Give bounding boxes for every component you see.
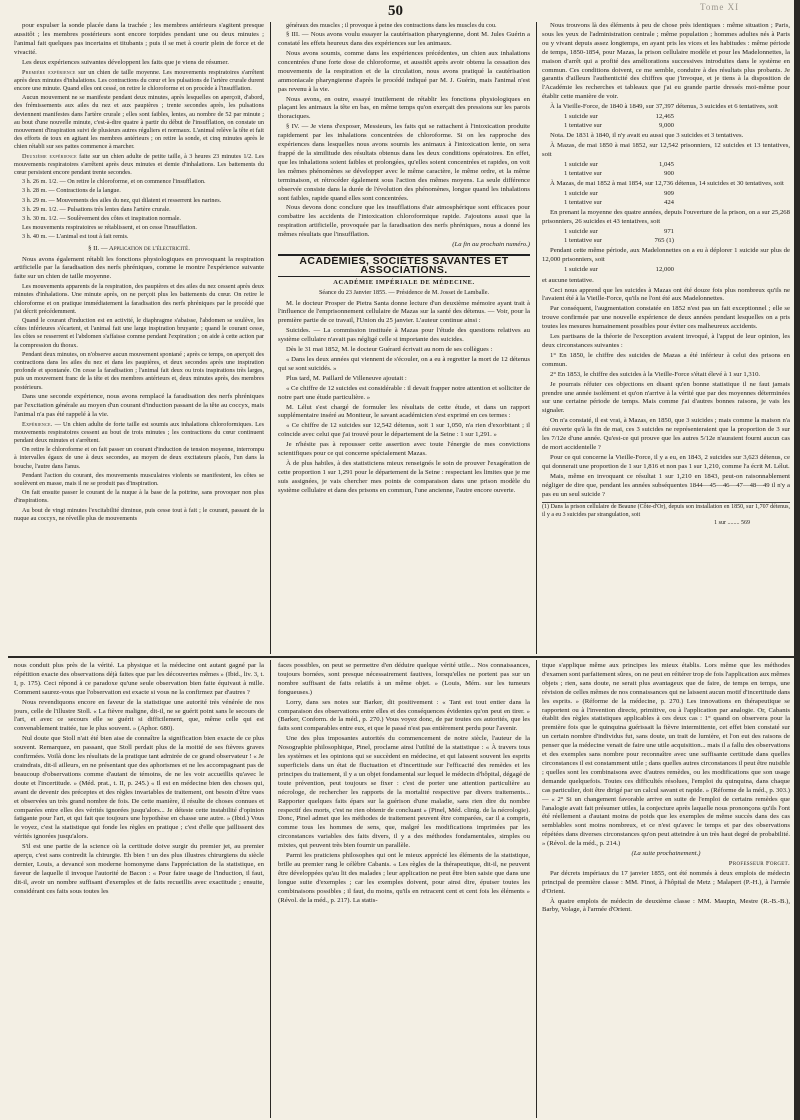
stats-value: 12,465 <box>655 113 674 121</box>
stats-label: 1 suicide sur <box>564 266 598 274</box>
section-heading: § II. — Application de l'électricité. <box>88 244 190 252</box>
paragraph: Les partisans de la théorie de l'exception avaient invoqué, à l'appui de leur opinion, les deux circonstances suivantes : <box>542 333 790 349</box>
paragraph: À Mazas, de mai 1850 à mai 1852, sur 12,542 prisonniers, 12 suicides et 13 tentatives, soit <box>542 142 790 159</box>
stats-row <box>564 170 674 179</box>
paragraph: Suicides. — La commission instituée à Mazas pour l'étude des questions relatives au système cellulaire n'avait pas négligé celle si importante des suicides. <box>278 327 530 344</box>
paragraph: Pour ce qui concerne la Vieille-Force, il y a eu, en 1843, 2 suicides sur 3,623 détenus, ce qui donnerait une proportion de 1 sur 1,816 et non pas 1 sur 1,210, comme l'a écrit M. Lélut. <box>542 453 790 470</box>
stats-label: 1 suicide sur <box>564 113 598 121</box>
paragraph: Ceci nous apprend que les suicides à Mazas ont été douze fois plus nombreux qu'ils ne l'avaient été à la Vieille-Force, qu'ils ne l'ont été aux Madelonnettes. <box>542 286 790 303</box>
stats-table <box>564 266 674 275</box>
paragraph: Les deux expériences suivantes développent les faits que je viens de résumer. <box>22 58 229 66</box>
stats-row <box>564 190 674 199</box>
experiment-heading: Deuxième expérience <box>22 152 77 160</box>
paragraph: Nous avons soumis, comme dans les expériences précédentes, un chien aux inhalations concentrées d'une forte dose de chloroforme, et aussitôt après avoir obtenu la cessation des mouvements de la respiration et de la circulation, nous avons pratiqué la cautérisation ammoniacale pharyngienne d'après le procédé indiqué par M. J. Guérin, mais l'animal n'est pas revenu à la vie. <box>278 50 530 93</box>
log-entry: 3 h. 26 m. 1/2. — On retire le chloroforme, et on commence l'insufflation. <box>22 178 206 186</box>
stats-row <box>564 122 674 131</box>
paragraph: Dans une seconde expérience, nous avons remplacé la faradisation des nerfs phréniques par l'excitation générale au moyen d'un courant d'induction passant de la tête au coccyx, mais l'animal n'a pas été rappelé à la vie. <box>14 392 264 418</box>
stats-label: 1 tentative sur <box>564 169 602 177</box>
paragraph: § III. — Nous avons voulu essayer la cautérisation pharyngienne, dont M. Jules Guérin a constaté les effets heureux dans des expériences sur les animaux. <box>278 31 530 48</box>
paragraph: Au bout de vingt minutes l'excitabilité diminue, puis cesse tout à fait ; le courant, passant de la nuque au coccyx, ne réveille plus de mouvements <box>14 506 264 522</box>
column-rule <box>270 22 271 654</box>
column-2 <box>278 22 530 654</box>
column-3 <box>542 22 790 654</box>
paragraph: Nous trouvons là des éléments à peu de chose près identiques : même situation ; Paris, sous les yeux de l'administration centrale ; même population ; hommes adultes nés à Paris ou y vivant depuis assez longtemps, en ayant pris les vices et les habitudes : même période de temps, 1850-1854, pour Mazas, la prison cellulaire modèle et pour les Madelonnettes, la maison d'arrêt qui a profité des améliorations successives introduites dans le système en commun. Ces conditions doivent, ce me semble, conduire à des résultats plus probants. Je garantis d'ailleurs l'authenticité des chiffres que j'invoque, et je tiens à la disposition de l'Académie les recherches et tableaux que j'ai eu grande partie dressés moi-même pour établir cette manière de voir. <box>542 22 790 101</box>
paragraph: On retire le chloroforme et on fait passer un courant d'induction de tension moyenne, interrompu à intervalles égaux de une à deux secondes, au moyen de deux excitateurs placés, l'un dans la bouche, l'autre dans l'anus. <box>14 446 264 470</box>
paragraph: À Mazas, de mai 1852 à mai 1854, sur 12,736 détenus, 14 suicides et 30 tentatives, soit <box>550 180 784 188</box>
paragraph: Mais, même en invoquant ce résultat 1 sur 1,210 en 1843, peut-on raisonnablement négliger de dire que, pendant les années subséquentes 1844—45—46—47—48—49 il n'y a pas eu un seul suicide ? <box>542 472 790 498</box>
stats-label: 1 tentative sur <box>564 121 602 129</box>
stats-row <box>564 266 674 275</box>
paragraph: Une des plus imposantes autorités du commencement de notre siècle, l'auteur de la Nosographie philosophique, Pinel, proclame ainsi l'utilité de la statistique : « À travers tous les systèmes et les opinions qui se succèdent en médecine, et qui laissent souvent les esprits superficiels dans un état de fluctuation et d'incertitude sur l'efficacité des remèdes et les principes du traitement, il y a un objet fondamental sur lequel le médecin d'hôpital, dégagé de toute prévention, peut toujours se fixer : c'est de porter une attention particulière au nécrologe, de rechercher les rapports de la mortalité respective par divers traitements... Rapporter quelques faits épars sur la guérison d'une maladie, sans rien dire du nombre respectif des morts, c'est ne rien obtenir de concluant » (Pinel, Méd. clinig. de la nécrologie). Donc, Pinel admet que les méthodes de traitement peuvent être comparées, car il a compris, comme tous les hommes de sens, que, malgré les modifications imprimées par les circonstances variables des faits divers, il y a des méthodes fondamentales, simples ou mixtes, qui peuvent très bien fournir un parallèle. <box>278 735 530 850</box>
paragraph: faces possibles, on peut se permettre d'en déduire quelque vérité utile... Nos connaissances, toujours bornées, sont presque nécessairement fautives, lorsqu'elles ne portent pas sur un nombre suffisant de faits relatifs à un même objet. » (Louis, Mém. sur les tumeurs fongueuses.) <box>278 662 530 696</box>
log-entry: 3 h. 40 m. — L'animal est tout à fait remis. <box>22 233 129 241</box>
continuation-note: (La fin au prochain numéro.) <box>452 241 530 249</box>
author-signature: Professeur Forget. <box>728 859 790 867</box>
paragraph: On n'a constaté, il est vrai, à Mazas, en 1850, que 3 suicides ; mais comme la maison n'a été ouverte qu'à la fin de mai, ces 3 suicides ne représenteraient que la proportion de 3 sur les 7/12e d'une année. Qu'est-ce qui prouve que les autres 5/12e n'auraient fourni aucun cas de mort accidentelle ? <box>542 417 790 451</box>
paragraph: Par décrets impériaux du 17 janvier 1855, ont été nommés à deux emplois de médecin principal de première classe : MM. Finot, à l'hôpital de Metz ; Malapert (P.-H.), à l'armée d'Orient. <box>542 869 790 895</box>
column-rule <box>270 660 271 1118</box>
paragraph: Parmi les praticiens philosophes qui ont le mieux apprécié les éléments de la statistique, brille au premier rang le célèbre Cabanis. « Les règles de la thérapeutique, dit-il, ne peuvent être développées qu'au lit des malades ; leur application ne peut être bien saisie que dans une longue suite d'exemples ; car les exemples doivent, pour ainsi dire, épuiser toutes les combinaisons possibles ; il faut, du moins, qu'ils en retracent cent et cent fois les éléments » (Révol. de la méd., p. 217). La statis- <box>278 852 530 904</box>
column-1 <box>14 22 264 654</box>
paragraph: nous conduit plus près de la vérité. La physique et la médecine ont autant gagné par la répétition exacte des observations déjà faites que par les découvertes mêmes » (Ibid., liv. 3, t. I, p. 175). Ceci répond à ce paradoxe qu'une seule observation bien faite équivaut à mille. Comment saurez-vous que l'observation est exacte si vous ne la confirmez par d'autres ? <box>14 662 264 696</box>
stats-value: 12,000 <box>655 266 674 274</box>
paragraph: Nous avons, en outre, essayé inutilement de rétablir les fonctions physiologiques en plaçant les animaux la tête en bas, en même temps qu'on exerçait des pressions sur les parois thoraciques. <box>278 95 530 121</box>
paragraph: Aucun mouvement ne se manifeste pendant deux minutes, après lesquelles on aperçoit, d'abord, des frémissements aux ailes du nez et aux paupières ; trente secondes après, les pulsations deviennent manifestes dans l'artère crurale ; elles sont faibles, lentes, au nombre de 52 par minute ; au bout d'une nouvelle minute, c'est-à-dire quatre à partir du début de l'insufflation, on constate un mouvement d'inspiration suivi de plusieurs autres réguliers et normaux. L'animal relève la tête et fait des efforts de toux en agitant les membres antérieurs ; on retire la sonde, et cinq minutes après le chien rétabli sur ses pattes commence à marcher. <box>14 94 264 151</box>
paragraph: À de plus habiles, à des statisticiens mieux renseignés le soin de prouver l'exagération de cette proportion 1 sur 1,291 pour le département de la Seine : respectant les limites que je me suis assignées, je vais chercher mes points de comparaison dans une prison modèle du système cellulaire et dans des prisons en commun, l'une ancienne, l'autre encore ouverte. <box>278 459 530 494</box>
stats-value: 909 <box>663 190 674 198</box>
paragraph: 1° En 1850, le chiffre des suicides de Mazas a été inférieur à celui des prisons en commun. <box>542 351 790 368</box>
paragraph: M. le docteur Prosper de Pietra Santa donne lecture d'un deuxième mémoire ayant trait à l'influence de l'emprisonnement cellulaire de Mazas sur la santé des détenus. — Voir, pour la première partie de ce travail, l'Union du 25 janvier. L'auteur continue ainsi : <box>278 299 530 325</box>
section-divider <box>8 656 794 658</box>
paragraph: généraux des muscles ; il provoque à peine des contractions dans les muscles du cou. <box>286 22 497 29</box>
paragraph: pour expulser la sonde placée dans la trachée ; les membres antérieurs s'agitent presque aussitôt ; les membres postérieurs sont encore torpides pendant une ou deux minutes ; l'animal fait quelques pas incertains et titubants ; puis il se met à courir plein de force et de vivacité. <box>14 22 264 56</box>
stats-value: 765 (1) <box>654 236 674 244</box>
footnote <box>542 502 790 527</box>
stats-row <box>564 228 674 237</box>
log-entry: 3 h. 28 m. — Contractions de la langue. <box>22 187 121 195</box>
experiment-paragraph <box>14 69 264 94</box>
column-4 <box>14 662 264 1116</box>
experiment-paragraph <box>14 153 264 178</box>
experiment-heading: Première expérience <box>22 68 76 76</box>
paragraph: M. Lélut s'est chargé de formuler les résultats de cette étude, et dans un rapport supplémentaire inséré au Moniteur, le savant académicien s'est exprimé en ces termes : <box>278 403 530 420</box>
paragraph: Nous devons donc conclure que les insufflations d'air atmosphérique sont efficaces pour combattre les accidents de l'intoxication chloroformique rapide. J'ajoutons aussi que la respiration artificielle, provoquée par la faradisation des nerfs phréniques, nous a donné les mêmes résultats que l'insufflation. <box>278 204 530 239</box>
continuation-note: (La suite prochainement.) <box>631 850 701 858</box>
paragraph: Par conséquent, l'augmentation constatée en 1852 n'est pas un fait exceptionnel ; elle se trouve confirmée par une nouvelle expérience de deux années pendant lesquelles on a pris toutes les mesures humainement possibles pour éviter ces malheureux accidents. <box>542 305 790 331</box>
paragraph: § IV. — Je viens d'exposer, Messieurs, les faits qui se rattachent à l'intoxication produite rapidement par les inhalations concentrées de chloroforme. Si on les rapproche des expériences dans lesquelles nous avons soumis les animaux à l'intoxication lente, on sera frappé de la similitude des résultats obtenus dans les deux conditions opératoires. En effet, que les inhalations soient faibles et prolongées, qu'elles soient concentrées et rapides, on voit les mêmes phénomènes se développer avec le même caractère, le même ordre, et la même terminaison, et rétrocéder également sous l'action des mêmes moyens. La seule différence observée consiste dans la durée de l'évolution des phénomènes, longue quand les inhalations sont faibles, rapide quand elles sont concentrées. <box>278 123 530 202</box>
paragraph: À quatre emplois de médecin de deuxième classe : MM. Maupin, Mestre (R.-B.-B.), Barby, Volage, à l'armée d'Orient. <box>542 897 790 914</box>
experiment-text: sur un chien de taille moyenne. Les mouvements respiratoires s'arrêtent après deux minutes d'inhalations. Les contractions du cœur et les pulsations de l'artère crurale durent encore une minute. Quand elles ont cessé, on retire le chloroforme et on procède à l'insufflation. <box>14 68 264 92</box>
stats-label: 1 suicide sur <box>564 228 598 236</box>
quote: « Ce chiffre de 12 suicides sur 12,542 détenus, soit 1 sur 1,050, n'a rien d'exorbitant ; il coïncide avec celui que j'ai trouvé pour le département de la Seine : 1 sur 1,291. » <box>278 422 530 439</box>
stats-value: 1,045 <box>658 160 674 168</box>
paragraph: En prenant la moyenne des quatre années, depuis l'ouverture de la prison, on a sur 25,268 prisonniers, 26 suicides et 43 tentatives, soit <box>542 209 790 226</box>
experiment-heading: Expérience. <box>22 420 53 428</box>
session-info: Séance du 23 Janvier 1855. — Présidence de M. Josset de Lamballe. <box>318 288 490 296</box>
stats-row <box>564 199 674 208</box>
footnote-text: (1) Dans la prison cellulaire de Beaune (Côte-d'Or), depuis son installation en 1850, sur 1,707 détenus, il y a eu 3 suicides par strangulation, soit <box>542 504 790 519</box>
page-number: 50 <box>388 3 403 19</box>
stats-value: 9,000 <box>658 121 674 129</box>
section-banner: ACADÉMIES, SOCIÉTÉS SAVANTES ET ASSOCIATIONS. <box>278 254 530 277</box>
paragraph: À la Vieille-Force, de 1840 à 1849, sur 37,397 détenus, 3 suicides et 6 tentatives, soit <box>550 103 778 111</box>
stats-table <box>564 190 674 207</box>
log-entry: Les mouvements respiratoires se rétablissent, et on cesse l'insufflation. <box>22 224 197 232</box>
stats-table <box>564 228 674 245</box>
academy-title: ACADÉMIE IMPÉRIALE DE MÉDECINE. <box>333 278 475 286</box>
paragraph: Dès le 31 mai 1852, M. le docteur Guérard écrivait au nom de ses collègues : <box>286 346 493 354</box>
paragraph: Nous revendiquons encore en faveur de la statistique une autorité très vénérée de nos jours, celle de l'illustre Stoll. « La fièvre maligne, dit-il, ne se guérit point sans le secours de l'art, et avec ce secours elle se guérit si difficilement, que, même celle qui est convenablement traitée, tue le plus souvent. » (Aphor. 680). <box>14 698 264 733</box>
stats-label: 1 tentative sur <box>564 198 602 206</box>
column-rule <box>536 660 537 1118</box>
stats-table <box>564 161 674 178</box>
library-stamp: Tome XI <box>700 2 740 12</box>
paragraph: Nota. De 1831 à 1840, il n'y avait eu aussi que 3 suicides et 3 tentatives. <box>550 132 744 140</box>
log-entry: 3 h. 29 m. — Mouvements des ailes du nez, qui dilatent et resserrent les narines. <box>22 196 222 204</box>
paragraph: 2° En 1853, le chiffre des suicides à la Vieille-Force s'était élevé à 1 sur 1,310. <box>550 370 761 378</box>
paragraph: Pendant deux minutes, on n'observe aucun mouvement spontané ; après ce temps, on aperçoit des contractions dans les ailes du nez et dans les paupières, et deux secondes après une inspiration profonde et spontanée. On cesse la faradisation ; l'animal fait deux ou trois inspirations très larges, puis un mouvement franc de la tête et des membres antérieurs et, deux minutes après, des membres postérieurs. <box>14 350 264 391</box>
stats-label: 1 suicide sur <box>564 160 598 168</box>
paragraph: Les mouvements apparents de la respiration, des paupières et des ailes du nez cessent après deux minutes d'inhalations. Une minute après, on ne perçoit plus les battements du cœur. On retire le chloroforme et on pratique immédiatement la faradisation des nerfs phréniques par le procédé que j'ai décrit précédemment. <box>14 283 264 315</box>
stats-value: 424 <box>663 198 674 206</box>
stats-label: 1 suicide sur <box>564 190 598 198</box>
paragraph: Quand le courant d'induction est en activité, le diaphragme s'abaisse, l'abdomen se soulève, les côtes inférieures s'écartent, et l'animal fait une large inspiration bruyante ; quand le courant cesse, les côtes se resserrent et l'abdomen s'affaisse comme pendant l'expiration ; on aide à cette action par la compression du thorax. <box>14 317 264 349</box>
paragraph: Je pourrais réfuter ces objections en disant qu'en bonne statistique il ne faut jamais prendre une année isolément et qu'on n'arrive à la vérité que par des moyennes déterminées sur une certaine période de temps. Mais comme j'ai d'autres bonnes raisons, je vais les signaler. <box>542 380 790 415</box>
stats-row <box>564 161 674 170</box>
paragraph: tique s'applique même aux principes les mieux établis. Lors même que les méthodes d'examen sont parfaitement sûres, on ne peut en réitérer trop de fois l'application aux mêmes objets ; rien, sans doute, ne serait plus avantageux que de faire, de temps en temps, une révision de celles mêmes de nos connaissances qui ne laissent aucun motif d'incertitude dans les esprits. » (Réforme de la médecine, p. 270.) Les innovations en thérapeutique se rapportent ou à l'invention directe, primitive, ou à l'application par analogie. Or, Cabanis établit des règles statistiques applicables à ces deux cas : 1° quand on observera pour la première fois que le quinquina guérissait la fièvre intermittente, cet effet bien constaté sur un certain nombre d'individus fut, sans doute, un trait de lumière, et l'on eut des raisons de penser que la médecine venait de faire une utile acquisition... mais il a fallu des observations et des exemples sans nombre pour reconnaître avec une suffisante certitude dans quelles circonstances il est constamment utile ; dans quelles autres circonstances il peut être nuisible ; quelles sont les combinaisons avec d'autres remèdes, ou les modifications que son usage demande quelquefois. Toutes ces difficultés résolues, l'emploi du quinquina, dans chaque cas particulier, doit être dirigé par un calcul savant et rapide. » (Réforme de la méd., p. 303.) — « 2° Si un changement favorable arrive en suite de l'emploi de certains remèdes que l'analogie avait fait présumer utiles, la conjecture après laquelle nous prononçons qu'ils l'ont été réellement a d'autant moins de poids que les exemples de même succès dans des cas semblables sont moins nombreux, et ce n'est qu'avec le temps et par des observations répétées dans diverses circonstances qu'on peut atteindre à un très haut degré de probabilité. » (Révol. de la méd., p. 214.) <box>542 662 790 848</box>
column-5 <box>278 662 530 1116</box>
column-6 <box>542 662 790 1116</box>
column-rule <box>536 22 537 654</box>
stats-table <box>564 113 674 130</box>
paragraph: Nul doute que Stoll n'ait été bien aise de connaître la signification bien exacte de ce plus souvent. Remarquez, en passant, que Stoll perdait plus de la moitié de ses fièvres graves confirmées. Voilà donc les résultats de la pratique tant admirée de ce grand observateur ! « Je craindrais, dit-il ailleurs, en ne présentant que des aphorismes et ne les accompagnant pas de beaucoup d'observations comme d'autant de témoins, de ne les voir accueillis qu'avec le doute et l'incertitude. » (Méd. prat., t. II, p. 245.) « Il est en médecine bien des choses qui, avant de devenir des préceptes et des règles invariables de traitement, ont besoin d'être vues et observées un très grand nombre de fois. De cette manière, il résulte de choses connues et comparées entre elles des vérités ignorées jusqu'alors... Je déteste cette instabilité d'opinion fatigante pour l'art, et qui fait que toujours une hypothèse en chasse une autre. » (Ibid.) Vous le voyez, c'est la statistique qui fonde les règles en pratique ; c'est d'elle que jaillissent des vérités ignorées jusqu'alors. <box>14 735 264 841</box>
log-entry: 3 h. 29 m. 1/2. — Pulsations très lentes dans l'artère crurale. <box>22 205 171 213</box>
quote: « Dans les deux années qui viennent de s'écouler, on a eu à regretter la mort de 12 détenus qui se sont suicidés. » <box>278 356 530 372</box>
stats-value: 900 <box>663 169 674 177</box>
paragraph: On fait ensuite passer le courant de la nuque à la base de la poitrine, sans provoquer non plus d'inspirations. <box>14 489 264 505</box>
footnote-value: 1 sur ........ 569 <box>714 520 750 526</box>
stats-label: 1 tentative sur <box>564 236 602 244</box>
paragraph: et aucune tentative. <box>542 276 594 284</box>
stats-row <box>564 237 674 246</box>
stats-value: 971 <box>663 228 674 236</box>
experiment-paragraph <box>14 421 264 446</box>
paragraph: S'il est une partie de la science où la certitude doive surgir du premier jet, au premier aperçu, c'est sans contredit la chirurgie. Eh bien ! un des plus illustres chirurgiens du siècle dernier, Louis, a devancé son moderne homonyme dans l'appréciation de la statistique, en faveur de laquelle il invoque l'autorité de Bacon : « Pour faire usage de l'induction, il faut, dit-il, avoir un nombre suffisant d'exemples et de faits recueillis avec exactitude ; ensuite, considérant ces faits sous toutes les <box>14 843 264 895</box>
paragraph: Plus tard, M. Paillard de Villeneuve ajoutait : <box>286 374 407 382</box>
log-entry: 3 h. 30 m. 1/2. — Soulèvement des côtes et inspiration normale. <box>22 214 181 222</box>
experiment-text: faite sur un chien adulte de petite taille, à 3 heures 23 minutes 1/2. Les mouvements respiratoires s'arrêtent après deux minutes et demie d'inhalations. Les battements du cœur persistent encore pendant trente secondes. <box>14 152 264 176</box>
paragraph: Nous avons également rétabli les fonctions physiologiques en provoquant la respiration artificielle par la faradisation des nerfs phréniques, comme le montre l'expérience suivante faite sur un chien de taille moyenne. <box>14 255 264 281</box>
paragraph: Pendant l'action du courant, des mouvements musculaires violents se manifestent, les côtes se soulèvent en masse, mais il ne se produit pas d'inspiration. <box>14 471 264 487</box>
paragraph: Lorry, dans ses notes sur Barker, dit positivement : « Tant est tout entier dans la comparaison des observations entre elles et des conséquences évidentes qu'on peut en tirer. » (Barker, Conform. de la méd., p. 270.) Vous voyez donc, de par toutes ces autorités, que les faits sont comparables entre eux, et que le passé n'est pas entièrement perdu pour l'avenir. <box>278 698 530 733</box>
stats-row <box>564 113 674 122</box>
quote: « Ce chiffre de 12 suicides est considérable : il devait frapper notre attention et solliciter de notre part une étude particulière. » <box>278 384 530 401</box>
paragraph: Je n'hésite pas à repousser cette assertion avec toute l'énergie de mes convictions scientifiques pour ce qui concerne spécialement Mazas. <box>278 441 530 458</box>
experiment-text: — Un chien adulte de forte taille est soumis aux inhalations chloroformiques. Les mouvements respiratoires cessent au bout de trois minutes ; les contractions du cœur continuent pendant deux minutes et s'arrêtent. <box>14 420 264 444</box>
binding-edge <box>794 0 800 1120</box>
paragraph: Pendant cette même période, aux Madelonnettes on a eu à déplorer 1 suicide sur plus de 12,000 prisonniers, soit <box>542 247 790 264</box>
